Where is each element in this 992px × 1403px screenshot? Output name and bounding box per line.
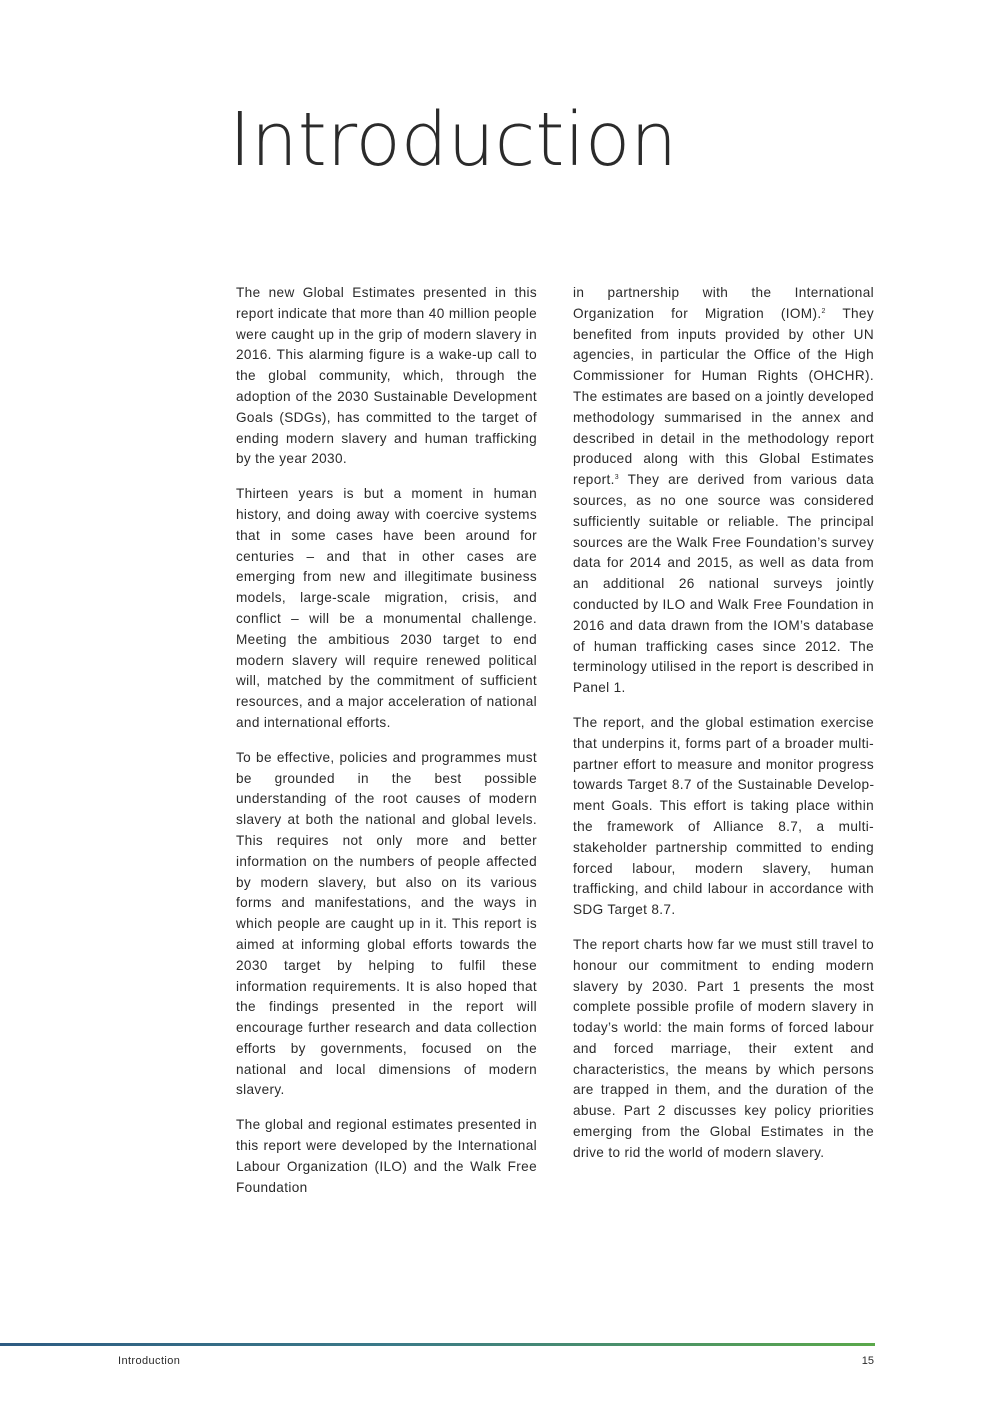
page-number: 15 (861, 1355, 874, 1367)
paragraph-text: They are derived from various data sources, as no one source was considered sufficiently suitable or reliable. The principal sources are the Walk Free Foundation’s survey data for 2014 and 2015, as well as data from an additional 26 national surveys jointly conducted by ILO and Walk Free Foundation in 2016 and data drawn from the IOM’s database of human trafficking cases since 2012. The terminology utilised in the report is described in Panel 1. (573, 472, 874, 696)
paragraph: Thirteen years is but a moment in human history, and doing away with coercive systems that in some cases have been around for centuries – and that in other cases are emerging from new and illegitimate business models, large-scale migration, crisis, and conflict – will be a monumental challenge. Meeting the ambitious 2030 target to end modern slavery will require renewed political will, matched by the commitment of sufficient resources, and a major acceleration of national and international efforts. (236, 486, 537, 730)
paragraph: The new Global Estimates presented in this report indicate that more than 40 million people were caught up in the grip of modern slavery in 2016. This alarming figure is a wake-up call to the global community, which, through the adoption of the 2030 Sustainable Development Goals (SDGs), has committed to the target of ending modern slavery and human trafficking by the year 2030. (236, 285, 537, 467)
paragraph: The report, and the global estimation exercise that underpins it, forms part of a broader multi-partner effort to measure and monitor progress towards Target 8.7 of the Sustainable Development Goals. This effort is taking place within the framework of Alliance 8.7, a multi-stakeholder partnership committed to ending forced labour, modern slavery, human trafficking, and child labour in accordance with SDG Target 8.7. (573, 714, 874, 918)
right-text-column (573, 283, 874, 1164)
paragraph (573, 283, 874, 699)
paragraph-text: They benefited from inputs provided by other UN agencies, in particular the Office of the High Commissioner for Human Rights (OHCHR). The estimates are based on a jointly developed methodology summarised in the annex and described in detail in the methodology report produced along with this Global Estimates report. (573, 305, 874, 488)
footnote-ref-3[interactable]: 3 (614, 474, 619, 482)
paragraph: The global and regional estimates presented in this report were developed by the International Labour Organization (ILO) and the Walk Free Foundation (236, 1117, 537, 1195)
page-title: Introduction (229, 97, 678, 183)
paragraph: The report charts how far we must still travel to honour our commitment to ending modern slavery by 2030. Part 1 presents the most complete possible profile of modern slavery in today’s world: the main forms of forced labour and forced marriage, their extent and characteristics, the means by which persons are trapped in them, and the duration of the abuse. Part 2 discusses key policy priorities emerging from the Global Estimates in the drive to rid the world of modern slavery. (573, 936, 874, 1160)
left-text-column (236, 283, 537, 1198)
footnote-ref-2[interactable]: 2 (821, 307, 826, 315)
footer-divider (0, 1343, 875, 1346)
paragraph: To be effective, policies and programmes must be grounded in the best possible understanding of the root causes of modern slavery at both the national and global levels. This requires not only more and better information on the numbers of people affected by modern slavery, but also on its various forms and manifestations, and the ways in which people are caught up in it. This report is aimed at informing global efforts towards the 2030 target by helping to fulfil these information requirements. It is also hoped that the findings presented in the report will encourage further research and data collection efforts by governments, focused on the national and local dimensions of modern slavery. (236, 749, 537, 1098)
paragraph-text: in partnership with the International Organization for Migration (IOM). (573, 285, 874, 321)
footer-section-label: Introduction (118, 1355, 181, 1367)
